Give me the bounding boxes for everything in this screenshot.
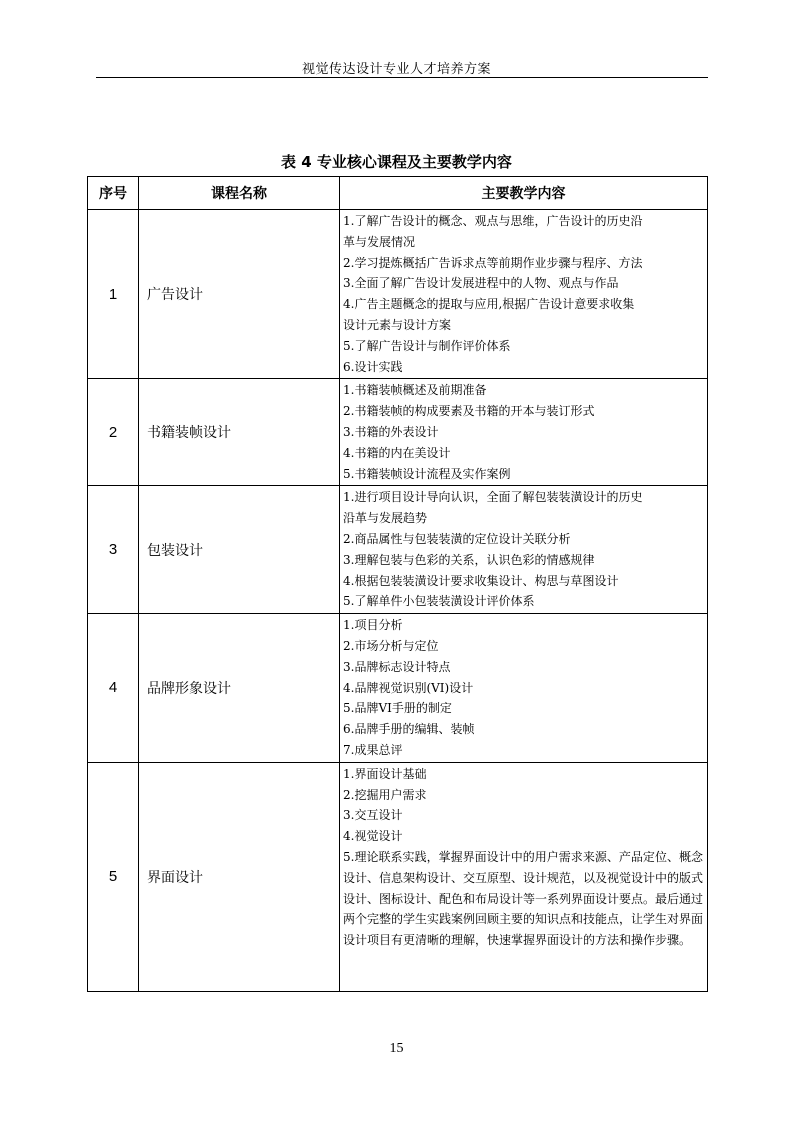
course-content	[340, 614, 708, 763]
content-line: 3.理解包装与色彩的关系，认识色彩的情感规律	[343, 552, 595, 567]
column-header-name: 课程名称	[139, 177, 340, 210]
content-line: 3.品牌标志设计特点	[343, 659, 451, 674]
content-line: 2.挖掘用户需求	[343, 787, 427, 802]
row-number: 5	[88, 762, 139, 991]
content-line: 设计元素与设计方案	[343, 317, 452, 332]
content-line: 5.了解单件小包装装潢设计评价体系	[343, 594, 535, 609]
course-name: 界面设计	[139, 762, 340, 991]
header-divider	[96, 77, 708, 78]
content-line: 革与发展情况	[343, 234, 416, 249]
table-header-row	[88, 177, 708, 210]
row-number: 1	[88, 210, 139, 379]
course-content	[340, 210, 708, 379]
row-number: 3	[88, 486, 139, 614]
course-table	[87, 176, 708, 992]
running-header-title: 视觉传达设计专业人才培养方案	[301, 62, 491, 77]
table-caption: 表 4 专业核心课程及主要教学内容	[281, 153, 512, 171]
content-line: 4.书籍的内在美设计	[343, 445, 451, 460]
content-line: 4.广告主题概念的提取与应用,根据广告设计意要求收集	[343, 297, 635, 312]
page-number: 15	[389, 1041, 404, 1056]
content-line: 6.品牌手册的编辑、装帧	[343, 722, 475, 737]
course-content	[340, 486, 708, 614]
content-line: 沿革与发展趋势	[343, 511, 428, 526]
course-content	[340, 379, 708, 486]
table-row	[88, 762, 708, 991]
column-header-no: 序号	[88, 177, 139, 210]
course-name: 包装设计	[139, 486, 340, 614]
table-row	[88, 486, 708, 614]
content-line: 6.设计实践	[343, 359, 403, 374]
course-name: 品牌形象设计	[139, 614, 340, 763]
content-line: 7.成果总评	[343, 742, 403, 757]
course-name: 书籍装帧设计	[139, 379, 340, 486]
content-line: 2.书籍装帧的构成要素及书籍的开本与装订形式	[343, 404, 595, 419]
table-row	[88, 614, 708, 763]
course-content	[340, 762, 708, 991]
row-number: 2	[88, 379, 139, 486]
content-line: 1.进行项目设计导向认识，全面了解包装装潢设计的历史	[343, 490, 643, 505]
content-line: 4.根据包装装潢设计要求收集设计、构思与草图设计	[343, 573, 619, 588]
content-line: 4.品牌视觉识别(VI)设计	[343, 680, 474, 695]
content-line: 1.了解广告设计的概念、观点与思维，广告设计的历史沿	[343, 214, 643, 228]
content-line: 2.商品属性与包装装潢的定位设计关联分析	[343, 531, 571, 546]
content-line: 5.品牌VI手册的制定	[343, 701, 452, 716]
content-line: 3.全面了解广告设计发展进程中的人物、观点与作品	[343, 276, 619, 291]
course-name: 广告设计	[139, 210, 340, 379]
content-line: 5.了解广告设计与制作评价体系	[343, 338, 511, 353]
content-line: 1.项目分析	[343, 618, 403, 633]
content-paragraph: 5.理论联系实践，掌握界面设计中的用户需求来源、产品定位、概念设计、信息架构设计、交互原型、设计规范，以及视觉设计中的版式设计、图标设计、配色和布局设计等一系列界面设计要点。最后通过两个完整的学生实践案例回顾主要的知识点和技能点，让学生对界面设计项目有更清晰的理解，快速掌握界面设计的方法和操作步骤。	[343, 849, 703, 948]
table-row	[88, 379, 708, 486]
table-row	[88, 210, 708, 379]
content-line: 3.书籍的外表设计	[343, 424, 439, 439]
content-line: 1.界面设计基础	[343, 766, 427, 781]
content-line: 3.交互设计	[343, 808, 403, 823]
content-line: 4.视觉设计	[343, 829, 403, 844]
content-line: 5.书籍装帧设计流程及实作案例	[343, 466, 511, 481]
content-line: 2.学习提炼概括广告诉求点等前期作业步骤与程序、方法	[343, 255, 643, 270]
row-number: 4	[88, 614, 139, 763]
column-header-content: 主要教学内容	[340, 177, 708, 210]
content-line: 2.市场分析与定位	[343, 638, 439, 653]
content-line: 1.书籍装帧概述及前期准备	[343, 383, 487, 398]
